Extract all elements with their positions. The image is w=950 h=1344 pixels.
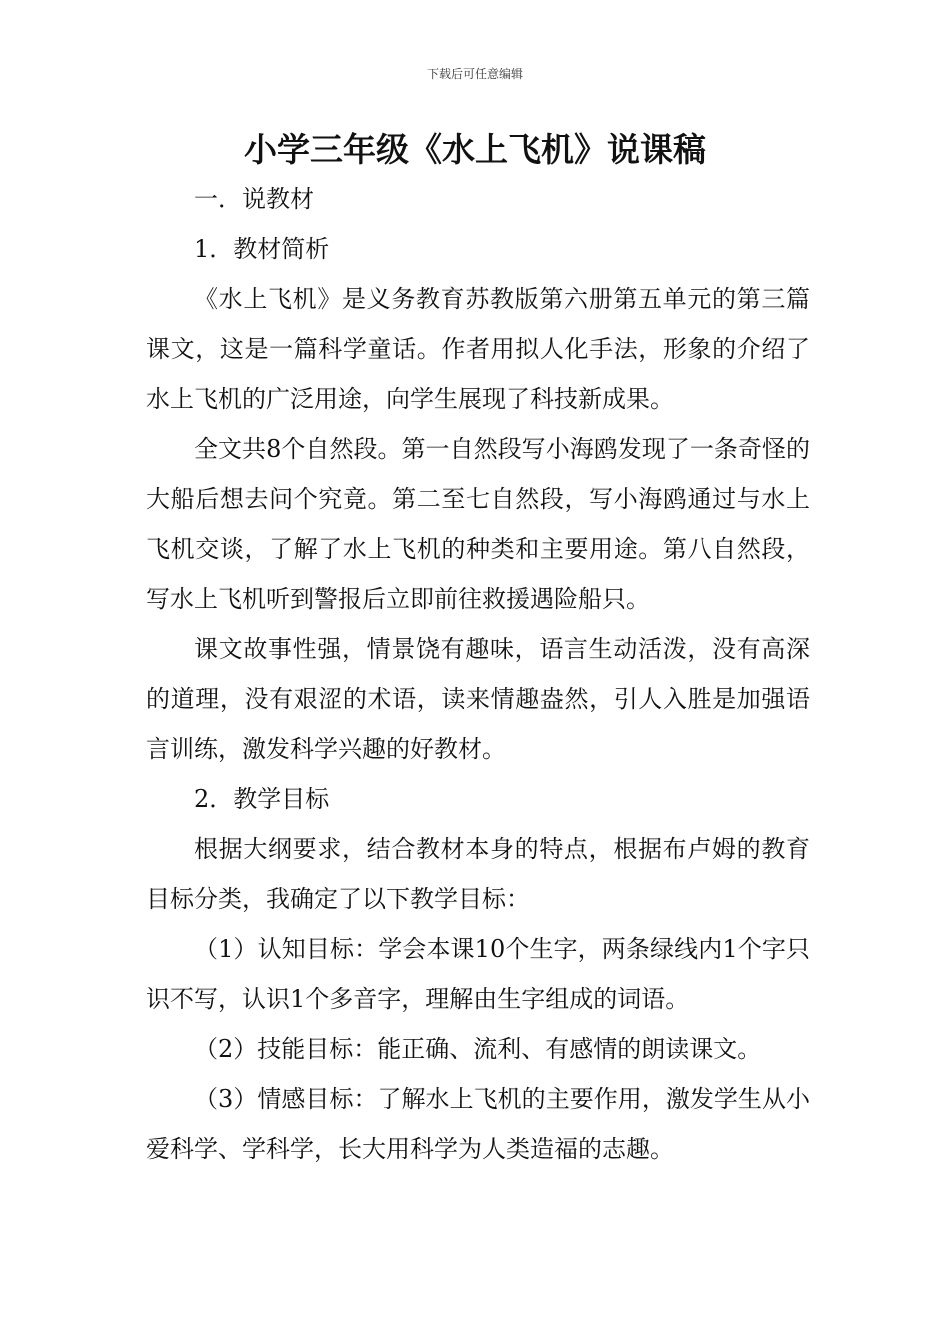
subsection-heading: 2．教学目标 [194,785,330,813]
paragraph: 根据大纲要求，结合教材本身的特点，根据布卢姆的教育目标分类，我确定了以下教学目标： [146,835,810,913]
paragraph: 全文共8个自然段。第一自然段写小海鸥发现了一条奇怪的大船后想去问个究竟。第二至七自然段，写小海鸥通过与水上飞机交谈，了解了水上飞机的种类和主要用途。第八自然段，写水上飞机听到警报后立即前往救援遇险船只。 [146,435,810,613]
section-heading: 一．说教材 [194,185,314,213]
paragraph: 课文故事性强，情景饶有趣味，语言生动活泼，没有高深的道理，没有艰涩的术语，读来情趣盎然，引人入胜是加强语言训练，激发科学兴趣的好教材。 [146,635,810,763]
document-body [146,174,810,1174]
paragraph: （1）认知目标：学会本课10个生字，两条绿线内1个字只识不写，认识1个多音字，理解由生字组成的词语。 [146,935,810,1013]
document-title: 小学三年级《水上飞机》说课稿 [244,130,706,169]
header-note: 下载后可任意编辑 [426,67,523,81]
paragraph: （3）情感目标：了解水上飞机的主要作用，激发学生从小爱科学、学科学，长大用科学为人类造福的志趣。 [146,1085,810,1163]
subsection-heading: 1．教材简析 [194,235,330,263]
paragraph: 《水上飞机》是义务教育苏教版第六册第五单元的第三篇课文，这是一篇科学童话。作者用拟人化手法，形象的介绍了水上飞机的广泛用途，向学生展现了科技新成果。 [146,285,810,413]
paragraph: （2）技能目标：能正确、流利、有感情的朗读课文。 [194,1035,762,1063]
